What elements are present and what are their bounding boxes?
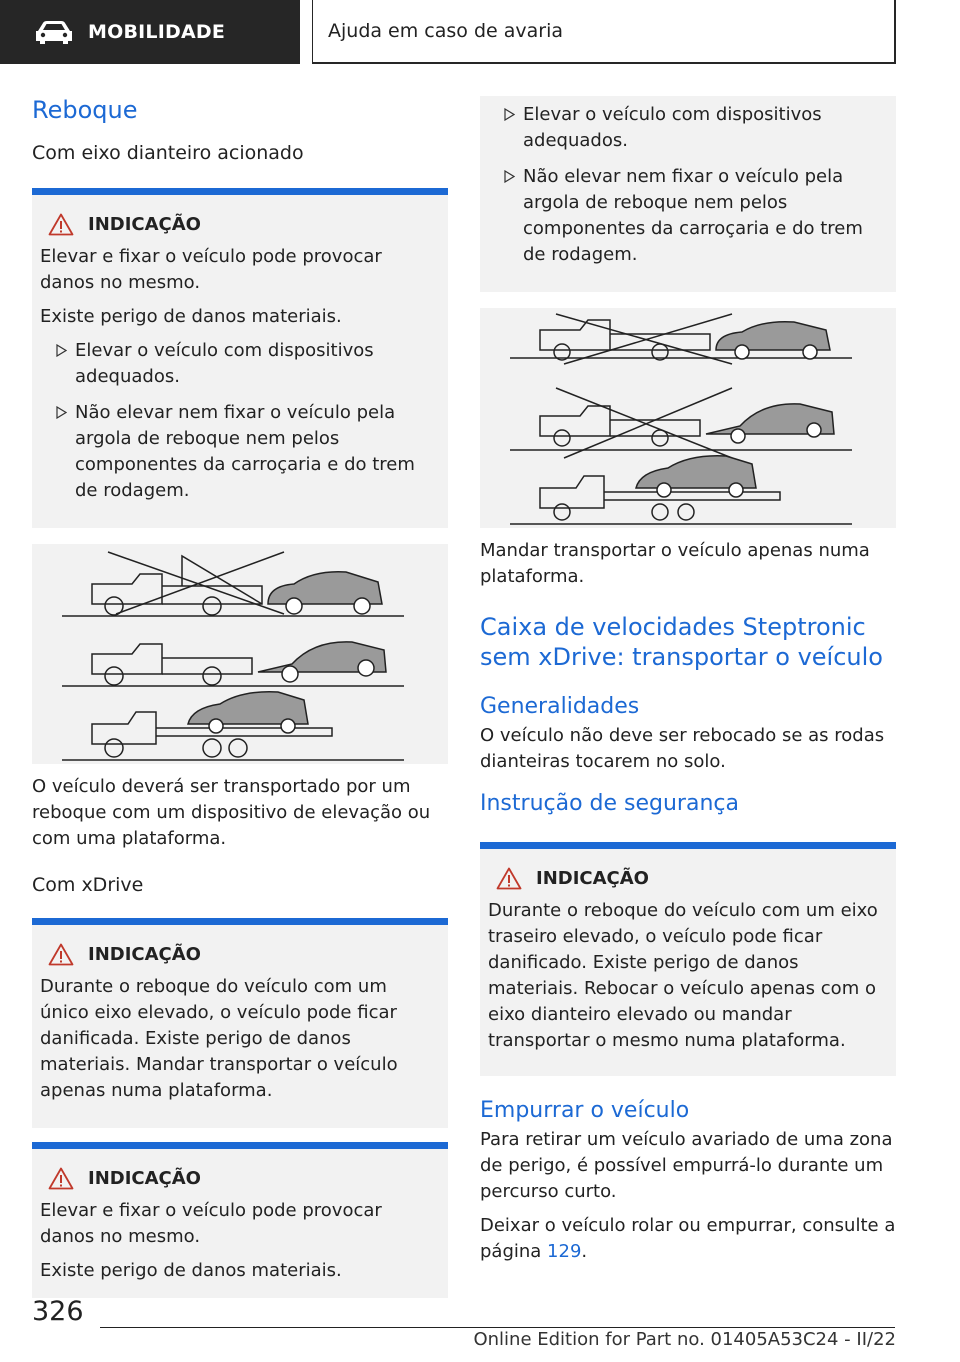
- chapter-title: Ajuda em caso de avaria: [328, 20, 564, 42]
- left-column: [32, 96, 448, 1298]
- subtitle-front-axle: Com eixo dianteiro acionado: [32, 142, 304, 164]
- note-box-4: [480, 842, 896, 1076]
- triangle-bullet-icon: [504, 170, 515, 183]
- push-reference: Deixar o veículo rolar ou empurrar, consulte a página 129.: [480, 1215, 896, 1262]
- figure-caption: O veículo deverá ser transportado por um reboque com um dispositivo de elevação ou com uma plataforma.: [32, 776, 431, 849]
- heading-safety: Instrução de segurança: [480, 791, 739, 816]
- footer-divider: [100, 1327, 895, 1328]
- generalidades-text: O veículo não deve ser rebocado se as rodas dianteiras tocarem no solo.: [480, 725, 885, 772]
- note-text: Elevar e fixar o veículo pode provocar danos no mesmo.: [40, 246, 382, 293]
- note-text: Elevar e fixar o veículo pode provocar danos no mesmo.: [40, 1200, 382, 1247]
- edition-info: Online Edition for Part no. 01405A53C24 - II/22: [473, 1329, 896, 1350]
- heading-push: Empurrar o veículo: [480, 1098, 690, 1123]
- right-column: [480, 96, 896, 1273]
- note-box-1: [32, 188, 448, 528]
- tow-truck-diagram: [32, 544, 448, 764]
- note-heading: INDICAÇÃO: [88, 214, 201, 235]
- page-number: 326: [32, 1296, 84, 1327]
- note-heading: INDICAÇÃO: [88, 944, 201, 965]
- figure-caption: Mandar transportar o veículo apenas numa plataforma.: [480, 540, 870, 587]
- note-heading: INDICAÇÃO: [88, 1168, 201, 1189]
- triangle-bullet-icon: [56, 344, 67, 357]
- list-item: Elevar o veículo com dispositivos adequados.: [488, 102, 888, 154]
- note-box-2: [32, 918, 448, 1128]
- section-title-steptronic: Caixa de velocidades Steptronic sem xDrive: transportar o veículo: [480, 613, 883, 671]
- section-tab: [0, 0, 300, 64]
- page-link[interactable]: 129: [547, 1241, 582, 1262]
- warning-icon: [48, 1167, 74, 1190]
- note-heading: INDICAÇÃO: [536, 868, 649, 889]
- chapter-header: [312, 0, 896, 64]
- note-text: Existe perigo de danos materiais.: [40, 1260, 342, 1281]
- note-box-continued: [480, 96, 896, 292]
- list-item: Não elevar nem fixar o veículo pela argola de reboque nem pelos componentes da carroçaria e do trem de rodagem.: [40, 400, 440, 504]
- tow-truck-diagram: [480, 308, 896, 528]
- warning-icon: [48, 943, 74, 966]
- bullet-list: [488, 102, 888, 268]
- list-item: Elevar o veículo com dispositivos adequados.: [40, 338, 440, 390]
- push-text: Para retirar um veículo avariado de uma zona de perigo, é possível empurrá-lo durante um percurso curto.: [480, 1129, 893, 1202]
- section-title-reboque: Reboque: [32, 96, 138, 124]
- note-text: Durante o reboque do veículo com um único eixo elevado, o veículo pode ficar danificada. Existe perigo de danos materiais. Mandar transportar o veículo apenas numa plataforma.: [40, 976, 398, 1101]
- car-icon: [34, 19, 74, 45]
- warning-icon: [496, 867, 522, 890]
- note-text: Durante o reboque do veículo com um eixo traseiro elevado, o veículo pode ficar danificado. Existe perigo de danos materiais. Rebocar o veículo apenas com o eixo dianteiro elevado ou mandar transportar o mesmo numa plataforma.: [488, 900, 878, 1051]
- note-box-3: [32, 1142, 448, 1298]
- triangle-bullet-icon: [56, 406, 67, 419]
- bullet-list: [40, 338, 440, 504]
- triangle-bullet-icon: [504, 108, 515, 121]
- note-text: Existe perigo de danos materiais.: [40, 306, 342, 327]
- list-item: Não elevar nem fixar o veículo pela argola de reboque nem pelos componentes da carroçaria e do trem de rodagem.: [488, 164, 888, 268]
- heading-generalidades: Generalidades: [480, 694, 640, 719]
- towing-illustration: [480, 308, 896, 528]
- section-label: MOBILIDADE: [88, 21, 226, 43]
- subtitle-xdrive: Com xDrive: [32, 874, 144, 896]
- warning-icon: [48, 213, 74, 236]
- towing-illustration: [32, 544, 448, 764]
